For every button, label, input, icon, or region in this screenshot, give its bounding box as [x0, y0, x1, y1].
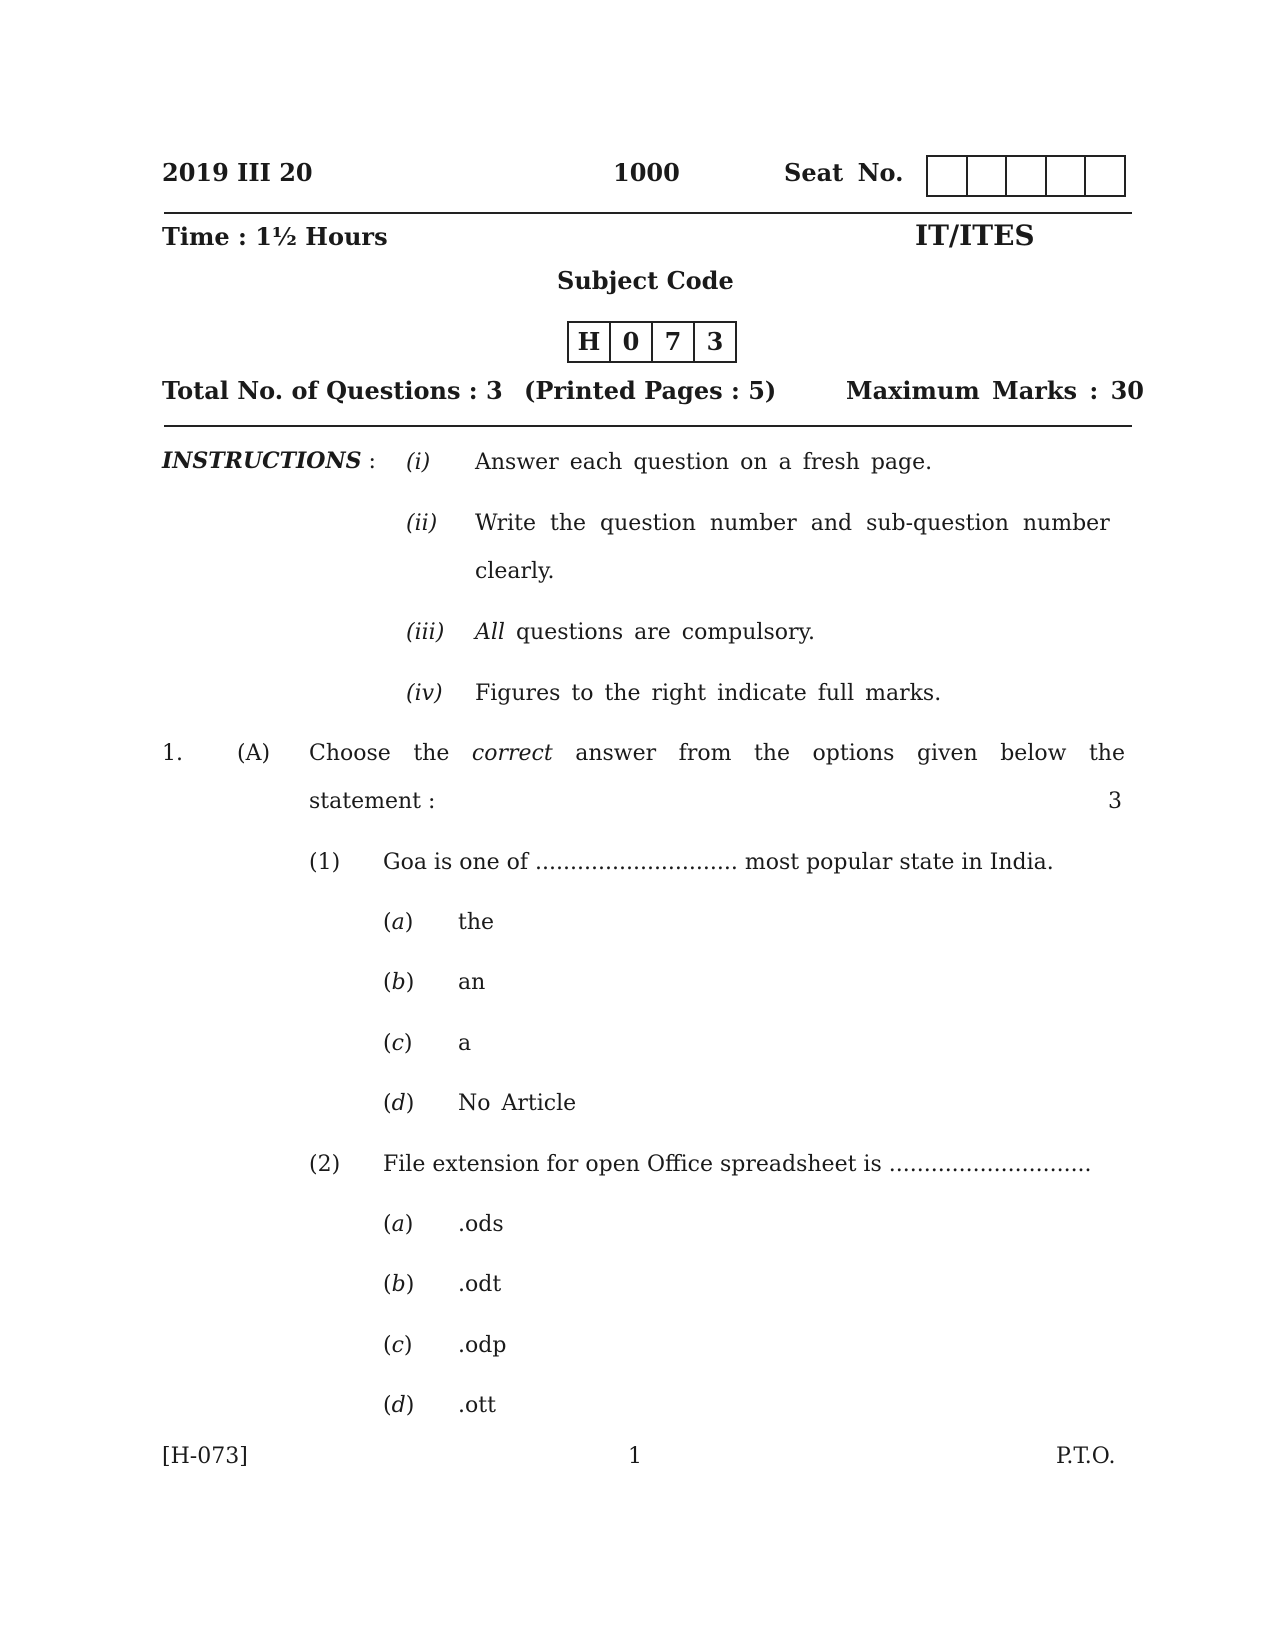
page-number: 1	[628, 1444, 642, 1469]
subject-code-label: Subject Code	[557, 266, 734, 295]
instruction-text-rest: questions are compulsory.	[515, 620, 816, 645]
seat-cell[interactable]	[1047, 157, 1087, 195]
instruction-emphasis: All	[475, 620, 505, 645]
seat-label: Seat No.	[784, 158, 904, 187]
option-text: .odt	[458, 1272, 502, 1297]
option-label: (b)	[383, 1272, 415, 1297]
printed-pages: (Printed Pages : 5)	[524, 376, 777, 405]
question-stem-emphasis: correct	[471, 741, 553, 766]
instruction-number: (ii)	[406, 511, 438, 536]
option-label: (d)	[383, 1091, 415, 1116]
option-text: .odp	[458, 1333, 507, 1358]
seat-cell[interactable]	[1086, 157, 1124, 195]
seat-cell[interactable]	[928, 157, 968, 195]
option-label: (c)	[383, 1333, 413, 1358]
please-turn-over: P.T.O.	[1056, 1444, 1116, 1469]
paper-code: [H-073]	[162, 1444, 248, 1469]
instruction-text: Write the question number and sub-question number	[475, 511, 1110, 536]
exam-code: 2019 III 20	[162, 158, 313, 187]
option-label: (a)	[383, 910, 414, 935]
subject-code-cell: H	[569, 323, 611, 361]
instruction-text: Figures to the right indicate full marks.	[475, 681, 942, 706]
seat-cell[interactable]	[1007, 157, 1047, 195]
option-label: (b)	[383, 970, 415, 995]
instruction-text-continued: clearly.	[475, 559, 555, 584]
seat-cell[interactable]	[968, 157, 1008, 195]
exam-time: Time : 1½ Hours	[162, 222, 388, 251]
subject-name: IT/ITES	[915, 219, 1035, 252]
subquestion-number: (1)	[309, 850, 341, 875]
header-divider	[164, 212, 1132, 214]
question-stem-text: answer from the options given below the	[575, 741, 1125, 766]
subquestion-number: (2)	[309, 1152, 341, 1177]
option-text: an	[458, 970, 486, 995]
option-text: the	[458, 910, 495, 935]
question-marks: 3	[1108, 789, 1122, 814]
subquestion-text: Goa is one of ............................. most popular state in India.	[383, 850, 1054, 875]
option-text: a	[458, 1031, 472, 1056]
instruction-text	[475, 620, 815, 645]
copies-count: 1000	[613, 158, 680, 187]
question-part: (A)	[237, 741, 271, 766]
instructions-label: INSTRUCTIONS	[162, 448, 362, 474]
subject-code-boxes	[567, 321, 737, 363]
question-number: 1.	[162, 741, 183, 766]
instruction-text: Answer each question on a fresh page.	[475, 450, 933, 475]
instructions-heading: INSTRUCTIONS :	[162, 448, 376, 474]
instruction-number: (iii)	[406, 620, 445, 645]
option-label: (c)	[383, 1031, 413, 1056]
instruction-number: (i)	[406, 450, 431, 475]
seat-number-boxes[interactable]	[926, 155, 1126, 197]
total-questions: Total No. of Questions : 3	[162, 376, 503, 405]
option-label: (a)	[383, 1212, 414, 1237]
option-text: No Article	[458, 1091, 577, 1116]
instruction-number: (iv)	[406, 681, 443, 706]
header-bottom-divider	[164, 425, 1132, 427]
maximum-marks: Maximum Marks : 30	[846, 376, 1145, 405]
subject-code-cell: 3	[706, 327, 724, 356]
subject-code-cell: 7	[653, 323, 695, 361]
option-text: .ods	[458, 1212, 504, 1237]
question-stem-continued: statement :	[309, 789, 436, 814]
option-label: (d)	[383, 1393, 415, 1418]
question-stem-text: Choose the	[309, 741, 450, 766]
subject-code-cell: 0	[611, 323, 653, 361]
subquestion-text: File extension for open Office spreadsheet is .............................	[383, 1152, 1092, 1177]
option-text: .ott	[458, 1393, 496, 1418]
question-stem	[309, 741, 1125, 766]
